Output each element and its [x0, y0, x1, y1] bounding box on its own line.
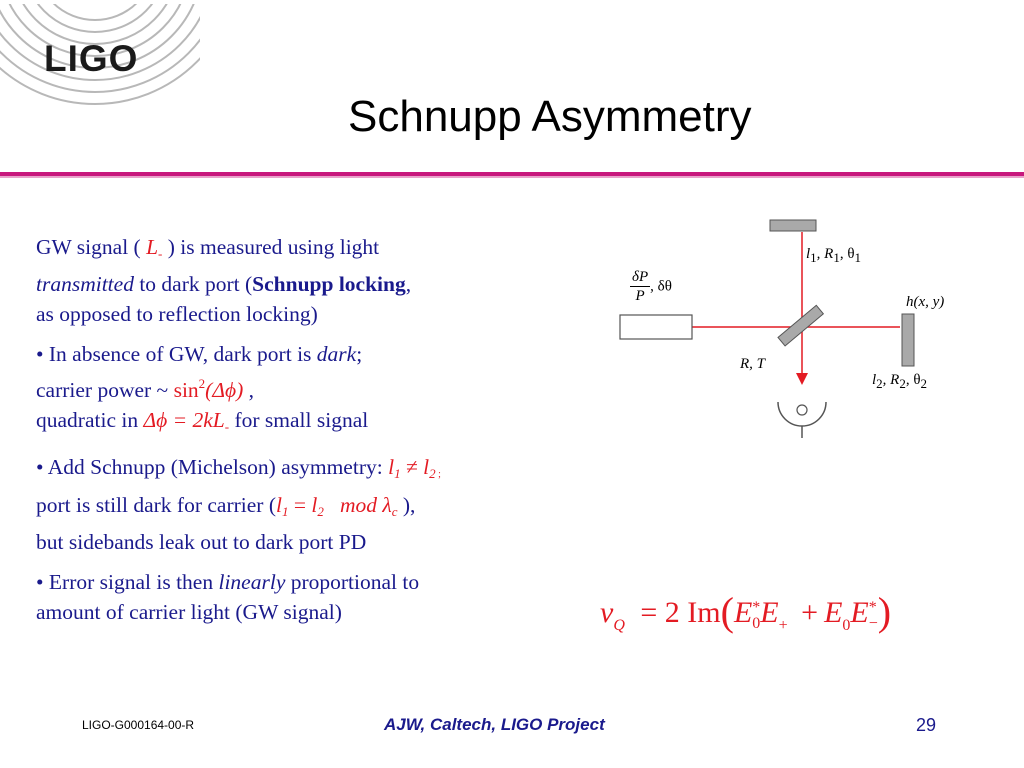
page-number: 29 — [916, 715, 937, 735]
paragraph-dark-port: • In absence of GW, dark port is dark; carrier power ~ $\sin^2(\Delta\phi)$ , quadratic in $\Delta\phi = 2kL_-$ for small signal — [36, 342, 369, 434]
label-gw-strain: h(x, y) — [906, 294, 945, 310]
beam-splitter — [778, 305, 823, 346]
ligo-logo: LIGO — [44, 38, 139, 79]
paragraph-schnupp-asymmetry: • Add Schnupp (Michelson) asymmetry: $l_1 \ne l_2$ ; port is still dark for carrier ($l_1 = l_2$ mod $\lambda_c$ ), but sidebands leak out to dark port PD — [36, 455, 441, 554]
end-mirror-1 — [770, 220, 816, 231]
photodetector — [778, 402, 826, 426]
label-arm-1: l1, R1, θ1 — [806, 246, 862, 265]
error-signal-formula: $\nu_Q = 2$ Im(E * 0 $E_+ + E_0E$ * − ) — [600, 589, 892, 634]
laser-source — [620, 315, 692, 339]
slide-body — [36, 232, 596, 637]
paragraph-gw-signal: GW signal ( $L_-$ ) is measured using light transmitted to dark port (Schnupp locking, as opposed to reflection locking) — [36, 235, 412, 326]
slide-title: Schnupp Asymmetry — [348, 92, 752, 141]
label-power-fluctuation: $\frac{\delta P}{P}$ , δθ — [632, 269, 672, 304]
dark-port-arrow — [796, 373, 808, 385]
footer-author: AJW, Caltech, LIGO Project — [384, 715, 605, 734]
label-beam-splitter: R, T — [740, 356, 766, 372]
photodetector-lens — [797, 405, 807, 415]
label-arm-2: l2, R2, θ2 — [872, 372, 928, 391]
title-divider-shadow — [0, 176, 1024, 178]
footer-document-id: LIGO-G000164-00-R — [82, 718, 195, 732]
end-mirror-2-svg — [898, 312, 918, 368]
paragraph-error-signal: • Error signal is then linearly proportional to amount of carrier light (GW signal) — [36, 570, 420, 624]
